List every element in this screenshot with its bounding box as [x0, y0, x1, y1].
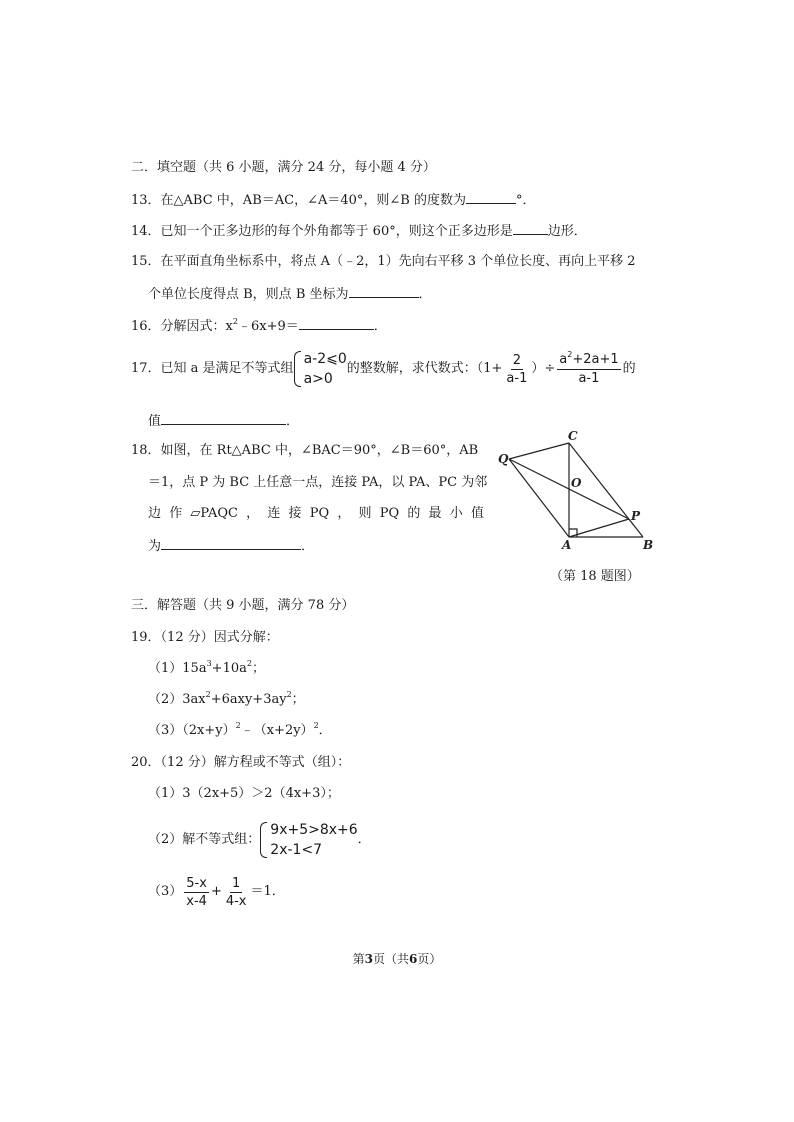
question-14-text: 14．已知一个正多边形的每个外角都等于 60°，则这个正多边形是 — [131, 224, 513, 239]
question-18-line2: ＝1，点 P 为 BC 上任意一点，连接 PA，以 PA、PC 为邻 — [148, 475, 488, 490]
section-header-fill-in: 二．填空题（共 6 小题，满分 24 分，每小题 4 分） — [131, 160, 436, 175]
part3-tail: ． — [318, 723, 332, 738]
exponent: 2 — [235, 721, 241, 730]
q18-word: 边 — [148, 506, 162, 521]
system-row-2: a>0 — [303, 371, 333, 387]
segment-AP — [569, 519, 629, 537]
answer-blank-17[interactable] — [161, 411, 286, 425]
label-Q: Q — [498, 452, 509, 466]
footer-prefix: 第 — [352, 952, 365, 966]
question-17-suffix: 的 — [622, 361, 636, 376]
part3-text: （3） — [148, 884, 183, 899]
footer-suffix: 页） — [417, 952, 442, 966]
question-16-rest: ﹣6x+9＝ — [237, 319, 299, 334]
part1-text: （1）15a — [148, 661, 207, 676]
part1-tail: ； — [251, 661, 265, 676]
exponent: 2 — [286, 690, 292, 699]
system-row-1: 9x+5>8x+6 — [270, 822, 358, 838]
part3-text: （3）（2x+y） — [148, 723, 236, 738]
question-18-line1: 18．如图，在 Rt△ABC 中，∠BAC＝90°，∠B＝60°，AB — [131, 443, 479, 458]
segment-QC — [509, 443, 569, 459]
fraction-denominator: a-1 — [578, 371, 600, 386]
part3-tail: ＝1． — [250, 884, 285, 899]
brace-icon — [260, 822, 267, 858]
question-16-exponent: 2 — [232, 317, 238, 326]
question-13-tail: °． — [515, 193, 536, 208]
q18-word: 作 — [169, 506, 183, 521]
q18-word: 接 — [288, 506, 302, 521]
question-13 — [131, 190, 536, 210]
question-17-prefix: 17．已知 a 是满足不等式组 — [131, 361, 294, 376]
fraction-numerator: 1 — [232, 875, 241, 891]
question-19-part3 — [148, 722, 332, 741]
question-20-title: 20．（12 分）解方程或不等式（组）： — [131, 755, 351, 770]
figure-18-diagram — [492, 428, 662, 553]
part2-text-b: +6axy+3ay — [210, 692, 287, 707]
q18-word: ， — [246, 506, 260, 521]
section-header-answers: 三．解答题（共 9 小题，满分 78 分） — [131, 598, 355, 613]
question-16-tail: ． — [373, 319, 387, 334]
question-17-line2 — [148, 411, 299, 431]
fraction-denominator: 4-x — [225, 893, 247, 909]
question-17-mid: 的整数解，求代数式：（1+ — [346, 361, 503, 376]
fraction-2-over-a-1 — [504, 352, 529, 387]
answer-blank-16[interactable] — [299, 316, 374, 330]
part2-text: （2）3ax — [148, 692, 206, 707]
numerator-base: a — [559, 352, 568, 367]
question-17 — [131, 348, 636, 390]
question-19-title: 19．（12 分）因式分解： — [131, 630, 279, 645]
fraction-numerator — [557, 351, 620, 370]
fraction-denominator: x-4 — [186, 893, 207, 909]
part2-tail: ． — [357, 832, 371, 847]
question-17-op: ）÷ — [531, 361, 556, 376]
footer-mid: 页（共 — [372, 952, 409, 966]
question-15-line1: 15．在平面直角坐标系中，将点 A（﹣2，1）先向右平移 3 个单位长度、再向上平移 2 — [131, 254, 636, 269]
fraction-denominator: a-1 — [506, 370, 528, 386]
q18-word: 小 — [449, 506, 463, 521]
question-19-part2 — [148, 691, 305, 710]
question-20-part3 — [148, 872, 285, 912]
segment-QA — [509, 459, 569, 537]
question-18-tail: ． — [301, 539, 315, 554]
question-14 — [131, 221, 587, 241]
label-C: C — [568, 429, 578, 443]
question-16-text: 16．分解因式：x — [131, 319, 233, 334]
q18-word: PQ — [379, 506, 400, 521]
inequality-system-20 — [260, 820, 357, 860]
exponent: 2 — [205, 690, 211, 699]
fraction-1-over-4-x — [224, 875, 249, 910]
question-17-value-label: 值 — [148, 414, 162, 429]
question-20-part1: （1）3（2x+5）＞2（4x+3）； — [148, 786, 340, 801]
question-18-prefix: 为 — [148, 539, 162, 554]
question-18-line4 — [148, 536, 314, 556]
answer-blank-15[interactable] — [349, 284, 419, 298]
question-18-line3 — [148, 505, 484, 523]
question-19-part1 — [148, 660, 265, 679]
part1-text-b: +10a — [211, 661, 247, 676]
answer-blank-18[interactable] — [161, 536, 301, 550]
q18-word: 值 — [470, 506, 484, 521]
question-16 — [131, 316, 387, 337]
fraction-quadratic-over-a-1 — [557, 351, 620, 387]
plus-sign: + — [210, 884, 222, 899]
q18-word: 则 — [358, 506, 372, 521]
exponent: 2 — [246, 659, 252, 668]
q18-word: 最 — [428, 506, 442, 521]
part2-tail: ； — [291, 692, 305, 707]
question-13-text: 13．在△ABC 中，AB＝AC，∠A＝40°，则∠B 的度数为 — [131, 193, 466, 208]
fraction-numerator: 5-x — [186, 875, 207, 891]
q18-word: 连 — [267, 506, 281, 521]
label-A: A — [562, 538, 572, 552]
label-P: P — [631, 509, 641, 523]
q18-word: ， — [337, 506, 351, 521]
numerator-rest: +2a+1 — [572, 352, 619, 367]
question-15-text: 个单位长度得点 B，则点 B 坐标为 — [148, 287, 349, 302]
question-17-tail: ． — [286, 414, 300, 429]
answer-blank-13[interactable] — [466, 190, 516, 204]
brace-icon — [294, 351, 301, 387]
fraction-numerator: 2 — [512, 352, 522, 368]
figure-18-caption: （第 18 题图） — [550, 569, 640, 584]
answer-blank-14[interactable] — [513, 221, 548, 235]
part2-text: （2）解不等式组： — [148, 832, 261, 847]
part3-text-b: ﹣（x+2y） — [240, 723, 314, 738]
system-row-1: a-2⩽0 — [303, 351, 347, 367]
page-footer — [0, 950, 794, 967]
inequality-system-17 — [294, 349, 347, 389]
exponent: 2 — [313, 721, 319, 730]
fraction-5-x-over-x-4 — [184, 875, 209, 910]
numerator-exponent: 2 — [567, 350, 573, 359]
label-O: O — [571, 476, 582, 490]
q18-word: 的 — [407, 506, 421, 521]
question-15-tail: ． — [418, 287, 432, 302]
question-20-part2 — [148, 818, 371, 862]
page-number: 3 — [364, 952, 373, 966]
total-pages: 6 — [409, 952, 418, 966]
label-B: B — [643, 538, 654, 552]
question-15-line2 — [148, 284, 432, 304]
question-14-tail: 边形． — [547, 224, 587, 239]
exponent: 3 — [206, 659, 212, 668]
q18-word: ▱PAQC — [190, 506, 238, 521]
q18-word: PQ — [309, 506, 330, 521]
system-row-2: 2x-1<7 — [270, 842, 323, 858]
